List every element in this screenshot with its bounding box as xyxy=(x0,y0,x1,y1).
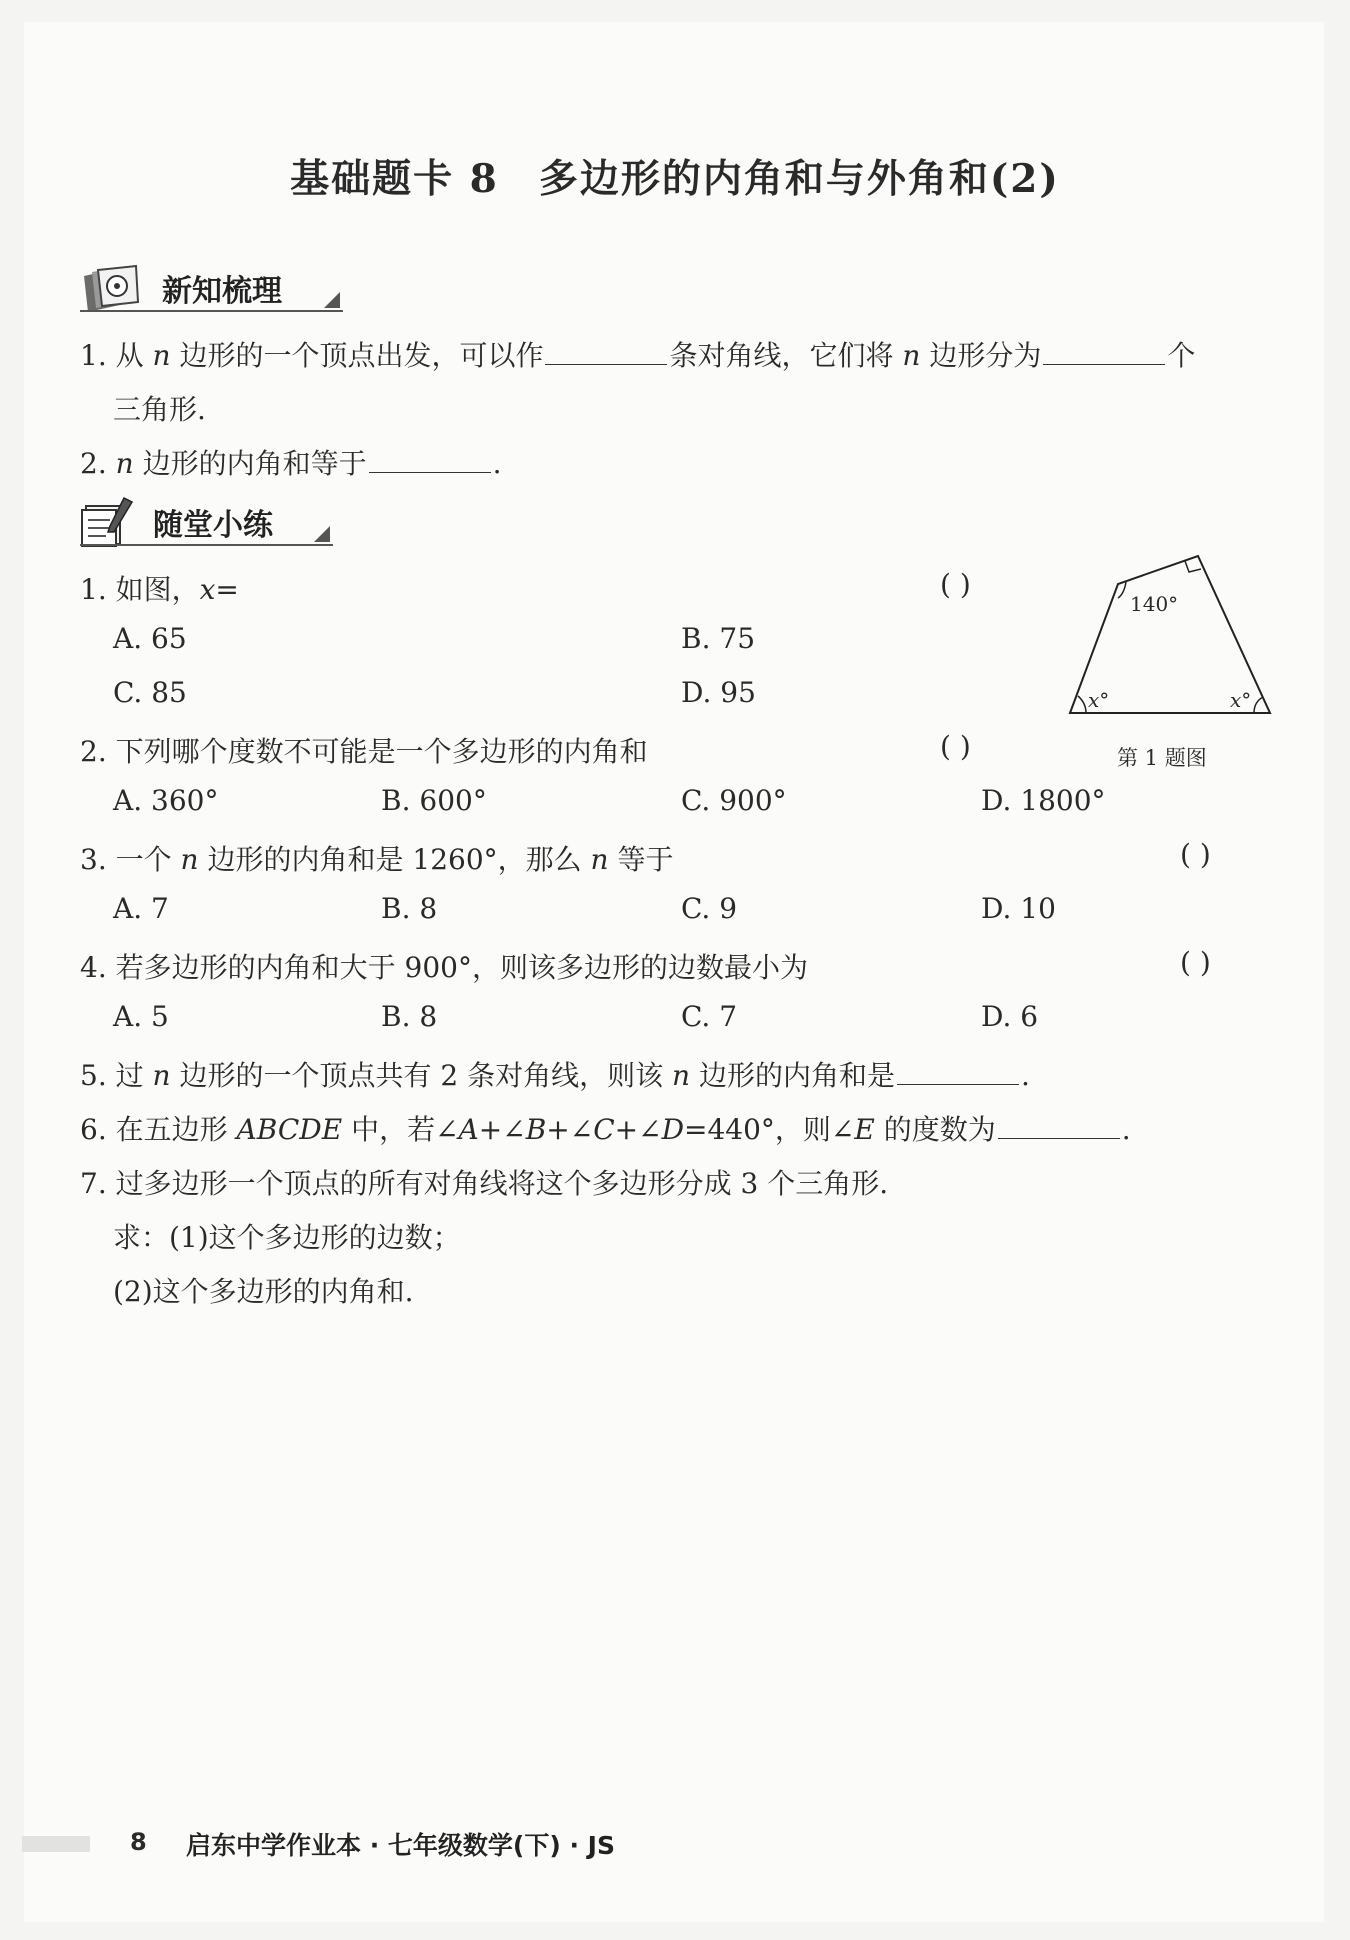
option-c[interactable]: C. 85 xyxy=(113,676,187,709)
option-a[interactable]: A. 360° xyxy=(113,784,219,817)
practice-q6: 6. 在五边形 ABCDE 中，若∠A+∠B+∠C+∠D=440°，则∠E 的度数为 . xyxy=(80,1113,1131,1146)
option-d[interactable]: D. 95 xyxy=(681,676,756,709)
option-b[interactable]: B. 8 xyxy=(381,1000,438,1033)
answer-parentheses[interactable]: ( ) xyxy=(940,568,971,601)
practice-q2-stem: 2. 下列哪个度数不可能是一个多边形的内角和 xyxy=(80,735,648,768)
option-a[interactable]: A. 5 xyxy=(113,1000,169,1033)
option-a[interactable]: A. 65 xyxy=(113,622,187,655)
knowledge-q1-line2: 三角形. xyxy=(113,393,206,426)
title-topic: 多边形的内角和与外角和(2) xyxy=(538,156,1060,202)
title-card-number: 基础题卡 8 xyxy=(290,156,499,202)
answer-blank[interactable] xyxy=(545,338,667,365)
page-number: 8 xyxy=(130,1828,147,1856)
angle-label-right: x° xyxy=(1230,688,1252,712)
option-d[interactable]: D. 6 xyxy=(981,1000,1039,1033)
option-b[interactable]: B. 8 xyxy=(381,892,438,925)
answer-parentheses[interactable]: ( ) xyxy=(940,730,971,763)
answer-parentheses[interactable]: ( ) xyxy=(1180,838,1211,871)
answer-blank[interactable] xyxy=(1043,338,1165,365)
knowledge-q2: 2. n 边形的内角和等于 . xyxy=(80,447,502,480)
option-c[interactable]: C. 900° xyxy=(681,784,787,817)
practice-q3-stem: 3. 一个 n 边形的内角和是 1260°，那么 n 等于 xyxy=(80,843,674,876)
option-c[interactable]: C. 7 xyxy=(681,1000,738,1033)
option-b[interactable]: B. 600° xyxy=(381,784,487,817)
footer-book-title: 启东中学作业本 · 七年级数学(下) · JS xyxy=(186,1831,615,1860)
option-b[interactable]: B. 75 xyxy=(681,622,756,655)
option-d[interactable]: D. 1800° xyxy=(981,784,1106,817)
angle-label-left: x° xyxy=(1088,688,1110,712)
page-title xyxy=(0,148,1350,204)
corner-triangle xyxy=(314,526,330,542)
section-heading-practice: 随堂小练 xyxy=(153,508,273,543)
footer-decoration-bar xyxy=(22,1836,90,1852)
practice-q7-line3: (2)这个多边形的内角和. xyxy=(113,1275,414,1308)
practice-q1-stem: 1. 如图，x= xyxy=(80,573,239,606)
section-underline xyxy=(80,310,343,312)
answer-parentheses[interactable]: ( ) xyxy=(1180,946,1211,979)
section-underline xyxy=(80,544,333,546)
practice-q7-line1: 7. 过多边形一个顶点的所有对角线将这个多边形分成 3 个三角形. xyxy=(80,1167,889,1200)
answer-blank[interactable] xyxy=(897,1058,1019,1085)
figure-caption: 第 1 题图 xyxy=(1117,746,1207,770)
angle-label-top: 140° xyxy=(1130,592,1179,616)
option-c[interactable]: C. 9 xyxy=(681,892,738,925)
practice-q4-stem: 4. 若多边形的内角和大于 900°，则该多边形的边数最小为 xyxy=(80,951,808,984)
answer-blank[interactable] xyxy=(998,1112,1120,1139)
answer-blank[interactable] xyxy=(369,446,491,473)
corner-triangle xyxy=(324,292,340,308)
practice-q7-line2: 求：(1)这个多边形的边数； xyxy=(113,1221,461,1254)
knowledge-q1-line1: 1. 从 n 边形的一个顶点出发，可以作 条对角线，它们将 n 边形分为 个 xyxy=(80,339,1196,372)
practice-q5: 5. 过 n 边形的一个顶点共有 2 条对角线，则该 n 边形的内角和是 . xyxy=(80,1059,1030,1092)
option-d[interactable]: D. 10 xyxy=(981,892,1056,925)
section-heading-knowledge: 新知梳理 xyxy=(162,274,282,309)
option-a[interactable]: A. 7 xyxy=(113,892,169,925)
answer-area[interactable] xyxy=(80,1320,1270,1800)
